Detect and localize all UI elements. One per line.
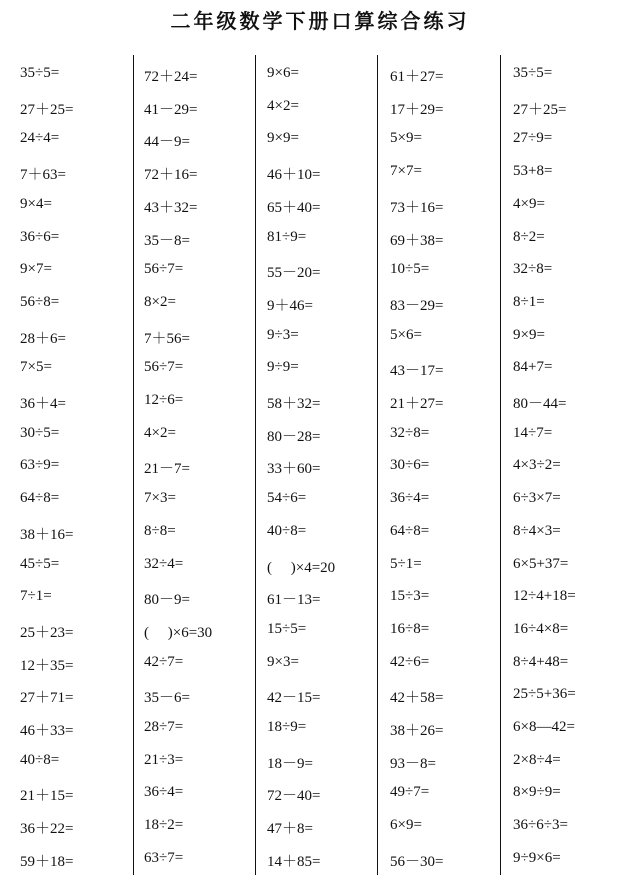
- problem-item: 15÷3=: [390, 588, 430, 605]
- problem-item: 18÷2=: [144, 817, 184, 834]
- problem-item: 25＋23=: [20, 624, 74, 641]
- problem-item: 21÷3=: [144, 751, 184, 768]
- problem-item: ( )×6=30: [144, 624, 213, 641]
- problem-item: 65＋40=: [267, 199, 321, 216]
- problem-item: 64÷8=: [20, 490, 60, 507]
- problem-item: 17＋29=: [390, 101, 444, 118]
- problem-item: 28＋6=: [20, 330, 66, 347]
- problem-item: 56－30=: [390, 853, 444, 870]
- problem-item: 27＋71=: [20, 690, 74, 707]
- problem-item: 42÷6=: [390, 653, 430, 670]
- problem-item: 43＋32=: [144, 199, 198, 216]
- problem-item: 32÷4=: [144, 555, 184, 572]
- problem-item: 84+7=: [513, 359, 553, 376]
- problem-item: 8÷1=: [513, 293, 545, 310]
- problem-item: 56÷8=: [20, 293, 60, 310]
- problem-item: 9×3=: [267, 653, 299, 670]
- problem-item: 41－29=: [144, 101, 198, 118]
- problem-item: 58＋32=: [267, 396, 321, 412]
- problem-item: 9×9=: [513, 326, 545, 343]
- problem-item: 6×8—42=: [513, 719, 575, 735]
- problem-item: 21－7=: [144, 461, 190, 478]
- problem-item: 18÷9=: [267, 719, 307, 735]
- problem-item: 64÷8=: [390, 522, 430, 539]
- problem-item: 7＋56=: [144, 330, 190, 347]
- problem-item: 44－9=: [144, 134, 190, 151]
- problem-item: 7×7=: [390, 163, 422, 180]
- problem-item: 6×5+37=: [513, 555, 569, 572]
- problem-item: 59＋18=: [20, 853, 74, 870]
- problem-item: 21＋15=: [20, 788, 74, 805]
- problem-item: 15÷5=: [267, 620, 307, 637]
- problem-item: 38＋16=: [20, 526, 74, 543]
- problem-item: 5×9=: [390, 130, 422, 147]
- problem-item: 35÷5=: [513, 65, 553, 81]
- problem-item: 4×9=: [513, 195, 545, 212]
- problem-item: 42－15=: [267, 690, 321, 707]
- problem-item: 80－28=: [267, 428, 321, 445]
- problem-item: 9÷9=: [267, 359, 299, 376]
- problem-item: 72＋24=: [144, 69, 198, 85]
- problem-item: 9×4=: [20, 195, 52, 212]
- problem-item: 45÷5=: [20, 555, 60, 572]
- problem-item: 36÷6=: [20, 228, 60, 245]
- problem-item: 30÷6=: [390, 457, 430, 474]
- problem-item: 14÷7=: [513, 424, 553, 441]
- problem-item: 53+8=: [513, 163, 553, 180]
- problem-item: 36÷6÷3=: [513, 817, 568, 834]
- problem-item: 72－40=: [267, 788, 321, 805]
- problem-item: 12＋35=: [20, 657, 74, 674]
- problem-item: 9＋46=: [267, 297, 313, 314]
- problem-item: 4×2=: [267, 97, 299, 114]
- problem-item: 83－29=: [390, 297, 444, 314]
- problem-item: 47＋8=: [267, 821, 313, 838]
- problem-item: 36＋22=: [20, 821, 74, 838]
- problem-item: 4×2=: [144, 424, 176, 441]
- problem-item: 73＋16=: [390, 199, 444, 216]
- problem-item: 49÷7=: [390, 784, 430, 801]
- problem-item: 8÷2=: [513, 228, 545, 245]
- problem-item: 30÷5=: [20, 424, 60, 441]
- problem-item: 46＋10=: [267, 167, 321, 184]
- problem-item: 7＋63=: [20, 167, 66, 184]
- problem-item: 54÷6=: [267, 490, 307, 507]
- problem-item: 61－13=: [267, 592, 321, 609]
- problem-item: 36÷4=: [390, 490, 430, 507]
- problem-item: 7×5=: [20, 359, 52, 376]
- problem-item: 42＋58=: [390, 690, 444, 707]
- problem-item: 9×6=: [267, 65, 299, 81]
- problem-item: 16÷8=: [390, 620, 430, 637]
- problem-item: 27＋25=: [20, 101, 74, 118]
- problem-item: 9÷3=: [267, 326, 299, 343]
- problem-item: 8×9÷9=: [513, 784, 561, 801]
- problem-item: 80－44=: [513, 396, 567, 412]
- problem-item: 36＋4=: [20, 396, 66, 412]
- problem-item: 35÷5=: [20, 65, 60, 81]
- problem-item: 7×3=: [144, 490, 176, 507]
- problem-item: 40÷8=: [267, 522, 307, 539]
- problem-item: 10÷5=: [390, 261, 430, 278]
- problem-item: 7÷1=: [20, 588, 52, 605]
- problem-item: 5÷1=: [390, 555, 422, 572]
- problem-item: 25÷5+36=: [513, 686, 576, 703]
- problem-item: 32÷8=: [390, 424, 430, 441]
- problem-item: 40÷8=: [20, 751, 60, 768]
- problem-item: 8×2=: [144, 293, 176, 310]
- problem-item: 14＋85=: [267, 853, 321, 870]
- worksheet-title: 二年级数学下册口算综合练习: [170, 9, 470, 33]
- problem-item: 24÷4=: [20, 130, 60, 147]
- problem-item: 63÷7=: [144, 849, 184, 866]
- problem-item: 21＋27=: [390, 396, 444, 412]
- problem-item: 9×9=: [267, 130, 299, 147]
- problem-item: 4×3÷2=: [513, 457, 561, 474]
- problem-item: 36÷4=: [144, 784, 184, 801]
- problem-item: 6×9=: [390, 817, 422, 834]
- problem-item: 55－20=: [267, 265, 321, 282]
- problem-item: 63÷9=: [20, 457, 60, 474]
- problem-item: ( )×4=20: [267, 559, 336, 576]
- problem-item: 18－9=: [267, 755, 313, 772]
- problem-item: 27＋25=: [513, 101, 567, 118]
- problem-item: 61＋27=: [390, 69, 444, 85]
- problem-item: 33＋60=: [267, 461, 321, 478]
- problem-grid: [0, 55, 640, 885]
- problem-item: 16÷4×8=: [513, 620, 569, 637]
- problem-item: 8÷4×3=: [513, 522, 561, 539]
- problem-item: 72＋16=: [144, 167, 198, 184]
- problem-item: 2×8÷4=: [513, 751, 561, 768]
- problem-item: 80－9=: [144, 592, 190, 609]
- problem-item: 27÷9=: [513, 130, 553, 147]
- problem-item: 38＋26=: [390, 723, 444, 739]
- problem-item: 35－8=: [144, 232, 190, 249]
- problem-item: 9×7=: [20, 261, 52, 278]
- problem-item: 46＋33=: [20, 723, 74, 739]
- problem-item: 28÷7=: [144, 719, 184, 735]
- problem-item: 56÷7=: [144, 261, 184, 278]
- problem-item: 69＋38=: [390, 232, 444, 249]
- problem-item: 6÷3×7=: [513, 490, 561, 507]
- problem-item: 8÷4+48=: [513, 653, 569, 670]
- problem-item: 81÷9=: [267, 228, 307, 245]
- problem-item: 8÷8=: [144, 522, 176, 539]
- problem-item: 5×6=: [390, 326, 422, 343]
- problem-item: 35－6=: [144, 690, 190, 707]
- problem-item: 93－8=: [390, 755, 436, 772]
- problem-item: 12÷6=: [144, 392, 184, 408]
- problem-item: 42÷7=: [144, 653, 184, 670]
- problem-item: 43－17=: [390, 363, 444, 380]
- problem-item: 9÷9×6=: [513, 849, 561, 866]
- problem-item: 56÷7=: [144, 359, 184, 376]
- problem-item: 32÷8=: [513, 261, 553, 278]
- problem-item: 12÷4+18=: [513, 588, 576, 605]
